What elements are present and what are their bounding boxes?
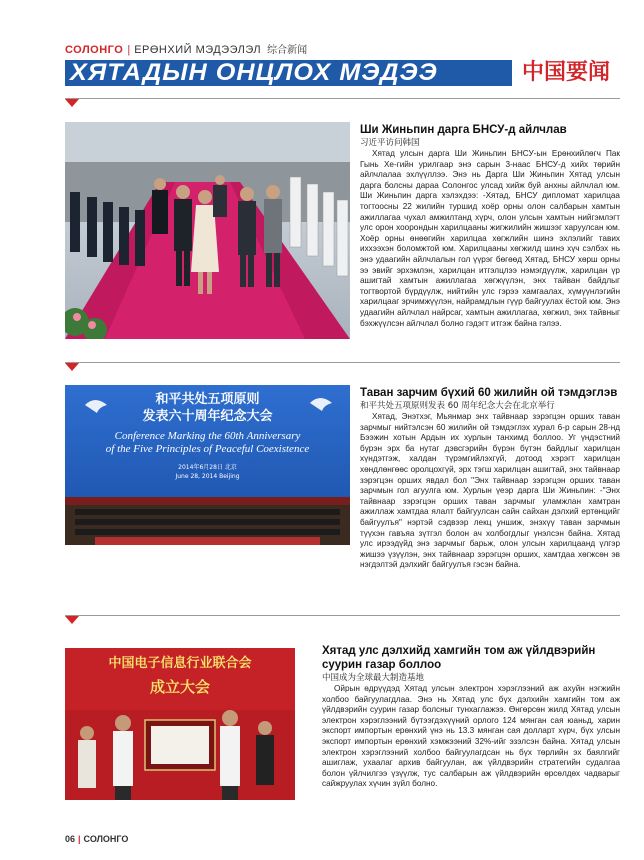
section-divider: [65, 362, 620, 363]
conference-en-title: Conference Marking the 60th Anniversary of the Five Principles of Peaceful Coexistence: [105, 430, 310, 455]
article-cn-title: 习近平访问韩国: [360, 138, 420, 148]
state-visit-illustration: [65, 122, 350, 339]
article-cn-title: 中国成为全球最大制造基地: [322, 673, 425, 683]
federation-cn-subtitle: 成立大会: [149, 678, 210, 696]
red-triangle-marker-icon: [65, 363, 79, 371]
section-divider: [65, 98, 620, 99]
photo-conference: [65, 385, 350, 545]
page-number: 06: [65, 834, 76, 844]
banner-title: ХЯТАДЫН ОНЦЛОХ МЭДЭЭ: [70, 59, 438, 86]
article-state-visit: [360, 123, 620, 329]
footer-brand: СОЛОНГО: [83, 834, 129, 844]
federation-cn-banner: 中国电子信息行业联合会: [108, 656, 252, 671]
red-triangle-marker-icon: [65, 616, 79, 624]
conference-date: 2014年6月28日 北京 June 28, 2014 Beijing: [175, 464, 240, 480]
article-cn-title: 和平共处五项原则发表 60 周年纪念大会在北京举行: [360, 401, 555, 411]
article-title: Ши Жиньпин дарга БНСУ-д айлчлав: [360, 124, 567, 136]
article-body: Хятад, Энэтхэг, Мьянмар энх тайвнаар зэрэгцэн орших таван зарчмыг нийтэлсэн 60 жилийн ой тэмдэглэх хурал 6-р сарын 28-нд Бээжин хотын Ардын их хурлын танхимд боллоо. Уг үндэстний бүрэн эрх ба нутаг дэвсгэрийн бүрэн бүтэн байдлыг харилцан хүндэтгэж, халдан түрэмгийлэхгүй, дотоод хэрэгт харилцан хөндлөнгөөс оролцохгүй, эрх тэгш харилцан ашигтай, энх тайвнаар зэрэгцэн орших явдал бол "Энх тайвнаар зэрэгцэн орших таван зарчмын гол агуулга юм. Хурлын үеэр дарга Ши Жиньпин: -"Энх тайвнаар зэрэгцэн орших таван зарчмыг уламжлан хамтран ажиллаж хамтдаа ялалт байгуулсан сайн сайхан дэлхий ертөнцийг байгуулъя" нэртэй сэдвээр лекц уншиж, энэхүү таван зарчмын түүхэн гавъяа зүтгэл болон ач холбогдлыг үнэлсэн байна. Хятад улс ирээдүйд энэ зарчмыг барьж, олон улсын харилцаанд үлгэр жишээ үзүүлэн, энх тайвнаар зэрэгцэн орших, хамтдаа хөгжсөн эв нэгдэлтэй дэлхийг байгуулъя гэсэн байна.: [360, 412, 620, 570]
header-separator: |: [127, 44, 131, 56]
conference-cn-title: 和平共处五项原则 发表六十周年纪念大会: [142, 392, 273, 424]
article-title: Таван зарчим бүхий 60 жилийн ой тэмдэглэв: [360, 387, 618, 399]
section-divider: [65, 615, 620, 616]
article-manufacturing-base: [322, 644, 620, 790]
footer-separator: |: [78, 834, 81, 844]
section-header: [65, 44, 307, 57]
article-body: Ойрын өдрүүдэд Хятад улсын электрон хэрэглээний аж ахуйн нэгжийн холбоо байгуулагдлаа. Энэ нь Хятад улс бүх дэлхийн хамгийн том аж үйлдвэрийн суурин газар болсныг тунхаглажээ. Өнгөрсөн жилд Хятад улсын электрон хэрэглээний бүтээгдэхүүний орлого 124 мянган сая юаньд, харин экспорт импортын ерөнхий үнэ нь 13.3 мянган сая долларт хүрч, бүх улсын экспорт импортын ерөнхий хэмжээний 32%-ийг эзэлсэн байна. Хятад улсын электрон хэрэглээний холбоо байгуулагдсан нь бүх төрлийн эх баялгийг ашиглаж, ухаалаг архив байгуулан, аж үйлдвэрийн стратегийн судалгаа болон үйлчилгээ үзүүлж, тус салбарын аж үйлдвэрийн өрсөлдөх чадварыг сайжруулах хүчин зүйл болно.: [322, 684, 620, 789]
page-footer: [65, 834, 128, 844]
photo-electronics-federation: [65, 648, 295, 800]
section-cn-label: 综合新闻: [267, 45, 308, 56]
section-subtitle: ЕРӨНХИЙ МЭДЭЭЛЭЛ: [134, 44, 262, 56]
red-triangle-marker-icon: [65, 99, 79, 107]
article-body: Хятад улсын дарга Ши Жиньпин БНСУ-ын Ерөнхийлөгч Пак Гынь Хе-гийн урилгаар энэ сарын 3-наас БНСУ-д хийх төрийн айлчлалаа эхлүүллээ. Энэ нь Дарга Ши Жиньпин Хятад улсын дарга болсны дараа Солонгос улсад хийж буй анхны айлчлал юм. Ши Жиньпин дарга хэлэхдээ: -Хятад, БНСУ дипломат харилцаа тогтоосны 22 жилийн туршид хоёр орны олон салбарын хамтын ажиллагаа чухал амжилтанд хүрч, олон улсын хамтын нийгэмлэгт улс орон хоорондын харилцааны жигжилийн жишээг харуулсан юм. Хоёр орны өнөөгийн харилцаа хөгжлийн шинэ эхлэлийг тавих иххээхэн боломжтой юм. Харилцааны хөгжилд шинэ хүч сэлбэх нь энэ удаагийн айлчлалын гол үүрэг бөгөөд Хятад, БНСУ хөрш орны ээ эвийг эрхэмлэн, харилцан итгэлцлээ нэмэгдүүлж, харилцан үр ашигтай хамтын ажиллагаа хөгжүүлэн, энх тайван байдлыг тогтвортой бүрдүүлж, нийтийн улс гэрээ хамгаалах, хүмүүнлэгийн харилцааг эрчимжүүлэн, найрамдлын гүүр байгуулах ёстой юм. Энэ удаагийн айлчлал найрсаг, хамтын ажиллагаа, хөгжил, энх тайвныг бэхжүүлсэн айлчлал болно гэдэгт итгэж байна гэлээ.: [360, 149, 620, 328]
photo-state-visit: [65, 122, 350, 339]
article-five-principles: [360, 386, 620, 571]
magazine-brand: СОЛОНГО: [65, 44, 124, 56]
banner-cn-title: 中国要闻: [512, 58, 620, 88]
article-title: Хятад улс дэлхийд хамгийн том аж үйлдвэрийн суурин газар боллоо: [322, 645, 596, 671]
